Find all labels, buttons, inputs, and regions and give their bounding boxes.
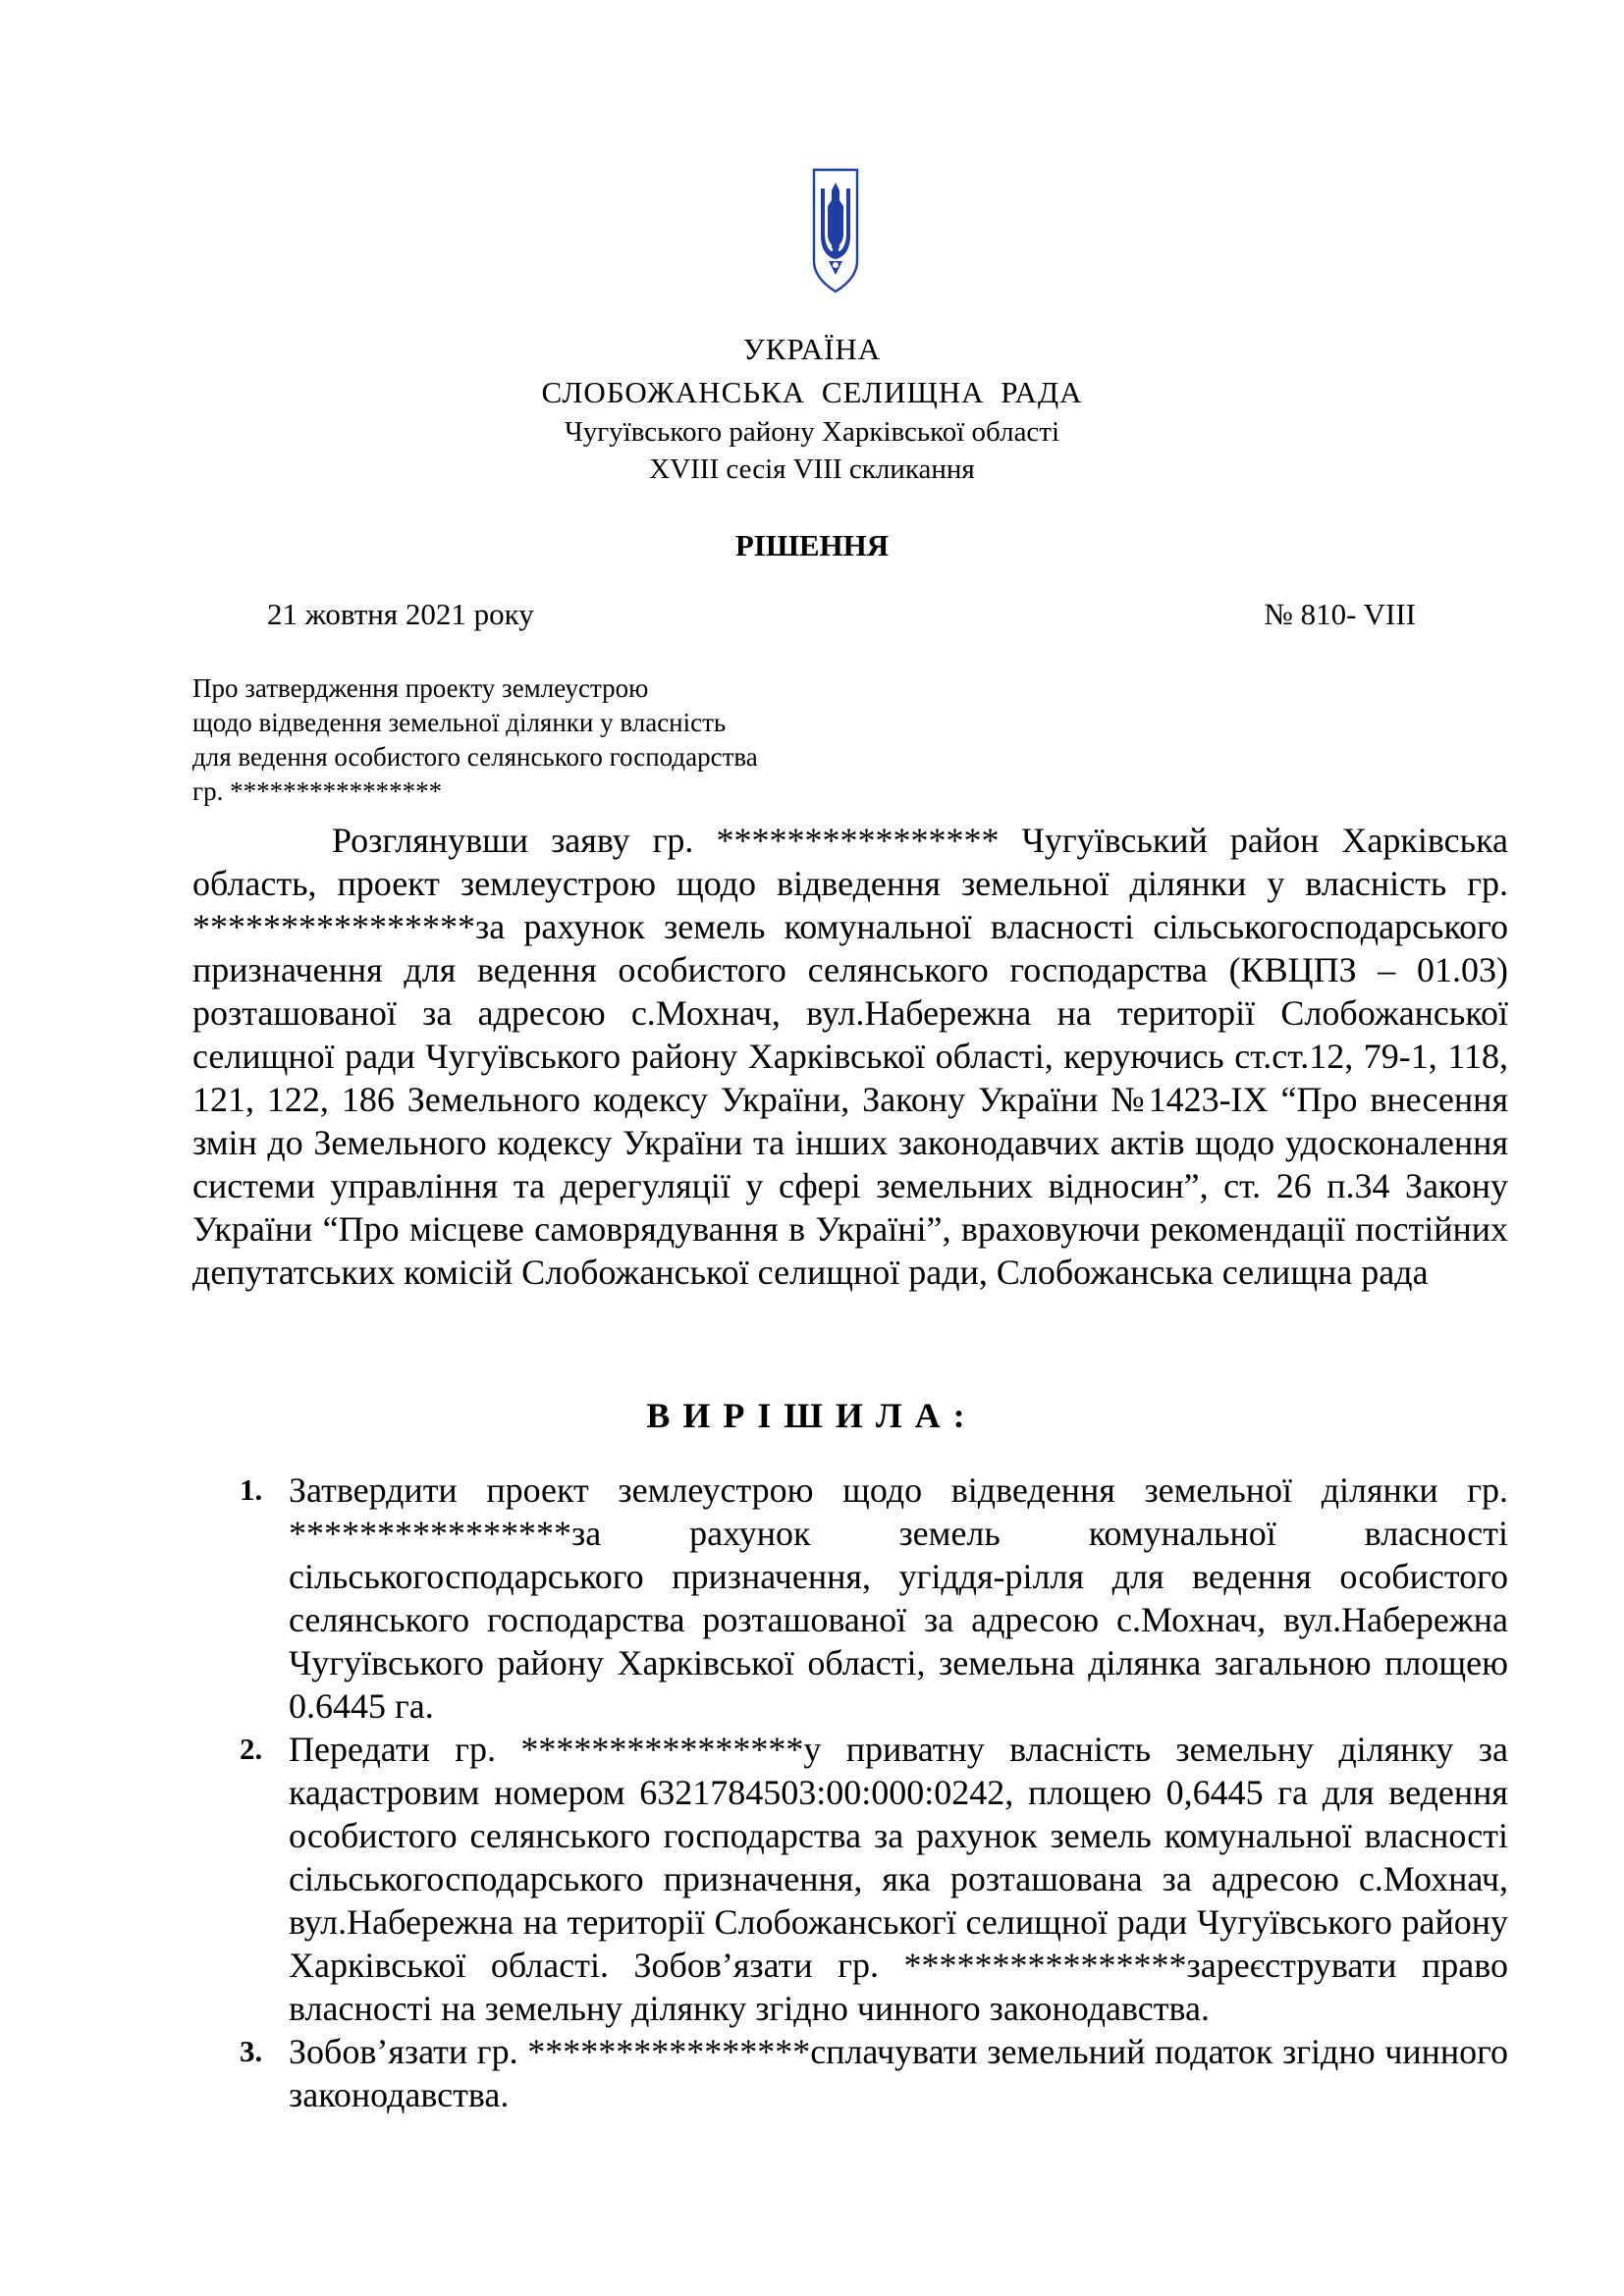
preamble-paragraph: Розглянувши заяву гр. **************** Чугуївський район Харківська область, проект землеустрою щодо відведення земельної ділянки у власність гр. ****************за рахунок земель комунальної власності сільськогосподарського призначення для ведення особистого селянського господарства (КВЦПЗ – 01.03) розташованої за адресою с.Мохнач, вул.Набережна на території Слобожанської селищної ради Чугуївського району Харківської області, керуючись ст.ст.12, 79-1, 118, 121, 122, 186 Земельного кодексу України, Закону України №1423-IX “Про внесення змін до Земельного кодексу України та інших законодавчих актів щодо удосконалення системи управління та дерегуляції у сфері земельних відносин”, ст. 26 п.34 Закону України “Про місцеве самоврядування в Україні”, враховуючи рекомендації постійних депутатських комісій Слобожанської селищної ради, Слобожанська селищна рада xyxy=(192,821,1508,1292)
subject-line: для ведення особистого селянського господарства xyxy=(192,742,758,772)
item-number: 3. xyxy=(240,2034,263,2068)
resolution-items-list xyxy=(192,1468,1508,2116)
council-name: СЛОБОЖАНСЬКА СЕЛИЩНА РАДА xyxy=(541,375,1083,409)
region-name: Чугуївського району Харківської області xyxy=(564,416,1060,448)
document-number: № 810- VIII xyxy=(1264,597,1416,631)
subject-line: щодо відведення земельної ділянки у власність xyxy=(192,708,727,737)
country-name: УКРАЇНА xyxy=(742,332,882,366)
resolution-item xyxy=(192,1468,1508,1728)
document-date: 21 жовтня 2021 року xyxy=(267,597,534,631)
document-type-title: РІШЕННЯ xyxy=(734,528,890,562)
coat-of-arms-trident-icon xyxy=(811,167,860,294)
subject-line: Про затвердження проекту землеустрою xyxy=(192,673,649,703)
item-number: 2. xyxy=(240,1732,263,1766)
subject-line: гр. **************** xyxy=(192,776,443,806)
item-text: Затвердити проект землеустрою щодо відведення земельної ділянки гр. ****************за рахунок земель комунальної власності сільськогосподарського призначення, угіддя-рілля для ведення особистого селянського господарства розташованої за адресою с.Мохнач, вул.Набережна Чугуївського району Харківської області, земельна ділянка загальною площею 0.6445 га. xyxy=(289,1470,1508,1726)
item-number: 1. xyxy=(240,1472,263,1507)
resolution-heading: ВИРІШИЛА: xyxy=(646,1396,978,1435)
session-info: XVIII сесія VIII скликання xyxy=(649,454,975,485)
item-text: Зобов’язати гр. ****************сплачувати земельний податок згідно чинного законодавства. xyxy=(289,2032,1508,2114)
subject-block xyxy=(192,671,939,809)
resolution-item xyxy=(192,1728,1508,2030)
item-text: Передати гр. ****************у приватну власність земельну ділянку за кадастровим номером 6321784503:00:000:0242, площею 0,6445 га для ведення особистого селянського господарства за рахунок земель комунальної власності сільськогосподарського призначення, яка розташована за адресою с.Мохнач, вул.Набережна на території Слобожанськогї селищної ради Чугуївського району Харківської області. Зобов’язати гр. ****************зареєструвати право власності на земельну ділянку згідно чинного законодавства. xyxy=(289,1730,1508,2028)
resolution-item xyxy=(192,2030,1508,2116)
